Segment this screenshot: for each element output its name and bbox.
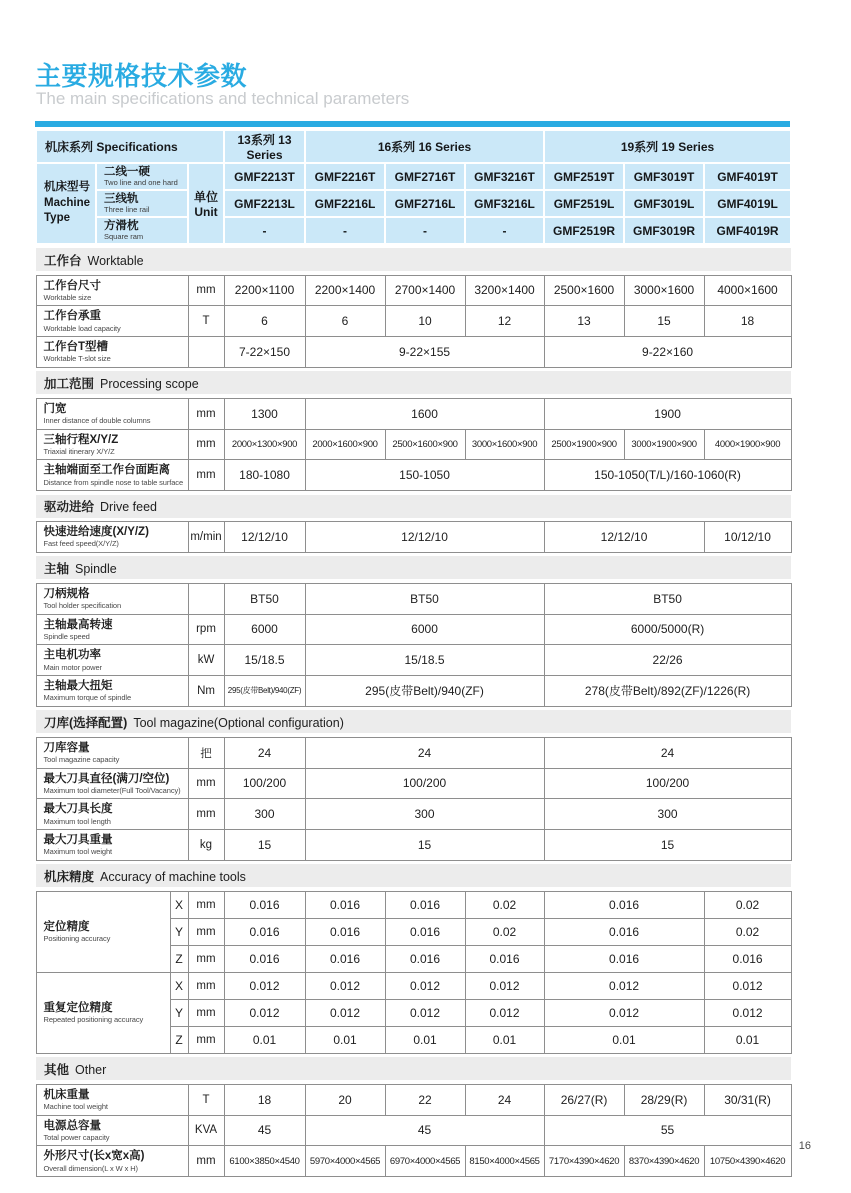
row-machine-weight — [36, 1084, 791, 1115]
value-cell: 0.016 — [465, 945, 544, 972]
axis-cell: X — [170, 972, 188, 999]
value-cell: 6 — [305, 306, 385, 337]
row-label: 工作台尺寸 Worktable size — [36, 275, 188, 306]
model-cell: GMF2213L — [224, 190, 305, 217]
row-tool-holder — [36, 583, 791, 614]
unit-cell: mm — [188, 1146, 224, 1177]
value-cell: 2200×1400 — [305, 275, 385, 306]
value-cell: 2000×1600×900 — [305, 429, 385, 460]
row-label: 最大刀具长度 Maximum tool length — [36, 799, 188, 830]
row-triaxial-itinerary — [36, 429, 791, 460]
row-label: 工作台T型槽 Worktable T-slot size — [36, 337, 188, 368]
unit-cell: 把 — [188, 737, 224, 768]
value-cell: 2000×1300×900 — [224, 429, 305, 460]
value-cell: 0.01 — [305, 1026, 385, 1053]
unit-cell: mm — [188, 275, 224, 306]
unit-cell: kg — [188, 830, 224, 861]
value-cell: 4000×1600 — [704, 275, 791, 306]
unit-cell: mm — [188, 918, 224, 945]
value-cell: 0.01 — [465, 1026, 544, 1053]
value-cell: 0.016 — [305, 891, 385, 918]
model-cell: GMF2519L — [544, 190, 624, 217]
value-cell: 0.01 — [385, 1026, 465, 1053]
value-cell: 24 — [544, 737, 791, 768]
model-cell: - — [465, 217, 544, 244]
type-two-line-one-hard: 二线一硬 Two line and one hard — [96, 163, 188, 190]
value-cell: BT50 — [305, 583, 544, 614]
value-cell: 6000 — [224, 614, 305, 645]
section-header-tool-magazine: 刀库(选择配置) Tool magazine(Optional configuration) — [36, 710, 791, 733]
series-13-header: 13系列 13 Series — [224, 130, 305, 163]
value-cell: 6 — [224, 306, 305, 337]
value-cell: 0.016 — [224, 891, 305, 918]
value-cell: 10/12/10 — [704, 522, 791, 553]
value-cell: 150-1050(T/L)/160-1060(R) — [544, 460, 791, 491]
section-header-accuracy: 机床精度 Accuracy of machine tools — [36, 864, 791, 887]
unit-cell: mm — [188, 460, 224, 491]
row-positioning-accuracy-x — [36, 891, 791, 918]
value-cell: 6000/5000(R) — [544, 614, 791, 645]
unit-cell: mm — [188, 799, 224, 830]
value-cell: 3000×1600×900 — [465, 429, 544, 460]
value-cell: 0.012 — [465, 972, 544, 999]
value-cell: 6000 — [305, 614, 544, 645]
row-magazine-capacity — [36, 737, 791, 768]
page-number: 16 — [798, 1140, 811, 1152]
value-cell: 10750×4390×4620 — [704, 1146, 791, 1177]
value-cell: 0.016 — [385, 945, 465, 972]
value-cell: 12/12/10 — [544, 522, 704, 553]
unit-cell: mm — [188, 429, 224, 460]
value-cell: 1600 — [305, 398, 544, 429]
value-cell: 3000×1600 — [624, 275, 704, 306]
value-cell: 0.016 — [385, 918, 465, 945]
axis-cell: Y — [170, 918, 188, 945]
row-motor-power — [36, 645, 791, 676]
section-header-processing-scope: 加工范围 Processing scope — [36, 371, 791, 394]
value-cell: 300 — [224, 799, 305, 830]
model-cell: GMF4019T — [704, 163, 791, 190]
value-cell: 100/200 — [544, 768, 791, 799]
series-19-header: 19系列 19 Series — [544, 130, 791, 163]
value-cell: 7170×4390×4620 — [544, 1146, 624, 1177]
unit-cell: m/min — [188, 522, 224, 553]
row-label: 刀柄规格 Tool holder specification — [36, 583, 188, 614]
value-cell: 0.012 — [704, 999, 791, 1026]
value-cell: 0.01 — [224, 1026, 305, 1053]
value-cell: 0.012 — [224, 999, 305, 1026]
value-cell: 15 — [544, 830, 791, 861]
model-cell: - — [385, 217, 465, 244]
model-cell: GMF3216T — [465, 163, 544, 190]
row-worktable-load — [36, 306, 791, 337]
value-cell: 26/27(R) — [544, 1084, 624, 1115]
row-label: 电源总容量 Total power capacity — [36, 1115, 188, 1146]
value-cell: 5970×4000×4565 — [305, 1146, 385, 1177]
value-cell: 0.012 — [465, 999, 544, 1026]
model-cell: GMF2716L — [385, 190, 465, 217]
page-title: 主要规格技术参数 — [35, 61, 248, 91]
unit-cell: mm — [188, 972, 224, 999]
model-cell: GMF4019L — [704, 190, 791, 217]
value-cell: 150-1050 — [305, 460, 544, 491]
value-cell: 13 — [544, 306, 624, 337]
row-overall-dimension — [36, 1146, 791, 1177]
value-cell: 55 — [544, 1115, 791, 1146]
row-fast-feed-speed — [36, 522, 791, 553]
model-cell: GMF4019R — [704, 217, 791, 244]
unit-cell: T — [188, 1084, 224, 1115]
unit-cell: Nm — [188, 676, 224, 707]
row-tslot-size — [36, 337, 791, 368]
row-label: 主轴端面至工作台面距离 Distance from spindle nose to table surface — [36, 460, 188, 491]
value-cell: 22/26 — [544, 645, 791, 676]
row-label: 最大刀具重量 Maximum tool weight — [36, 830, 188, 861]
model-cell: GMF3019T — [624, 163, 704, 190]
axis-cell: Y — [170, 999, 188, 1026]
model-cell: GMF2519R — [544, 217, 624, 244]
value-cell: 45 — [224, 1115, 305, 1146]
value-cell: 0.01 — [544, 1026, 704, 1053]
value-cell: 6970×4000×4565 — [385, 1146, 465, 1177]
row-label: 定位精度 Positioning accuracy — [36, 891, 170, 972]
value-cell: 8150×4000×4565 — [465, 1146, 544, 1177]
value-cell: 0.012 — [305, 972, 385, 999]
row-label: 工作台承重 Worktable load capacity — [36, 306, 188, 337]
unit-cell: rpm — [188, 614, 224, 645]
value-cell: 12/12/10 — [224, 522, 305, 553]
value-cell: 15 — [224, 830, 305, 861]
value-cell: 295(皮带Belt)/940(ZF) — [224, 676, 305, 707]
value-cell: 0.016 — [704, 945, 791, 972]
value-cell: 3000×1900×900 — [624, 429, 704, 460]
value-cell: 12/12/10 — [305, 522, 544, 553]
value-cell: 8370×4390×4620 — [624, 1146, 704, 1177]
value-cell: 0.02 — [465, 918, 544, 945]
value-cell: 0.012 — [305, 999, 385, 1026]
row-label: 主电机功率 Main motor power — [36, 645, 188, 676]
value-cell: BT50 — [224, 583, 305, 614]
value-cell: 0.012 — [704, 972, 791, 999]
model-cell: - — [305, 217, 385, 244]
value-cell: 6100×3850×4540 — [224, 1146, 305, 1177]
model-cell: GMF2216T — [305, 163, 385, 190]
value-cell: 10 — [385, 306, 465, 337]
unit-cell: mm — [188, 768, 224, 799]
type-square-ram: 方滑枕 Square ram — [96, 217, 188, 244]
value-cell: 18 — [704, 306, 791, 337]
value-cell: 0.02 — [465, 891, 544, 918]
unit-cell: kW — [188, 645, 224, 676]
row-max-tool-diameter — [36, 768, 791, 799]
value-cell: 180-1080 — [224, 460, 305, 491]
axis-cell: X — [170, 891, 188, 918]
model-cell: - — [224, 217, 305, 244]
row-label: 门宽 Inner distance of double columns — [36, 398, 188, 429]
value-cell: 2500×1600 — [544, 275, 624, 306]
value-cell: 20 — [305, 1084, 385, 1115]
unit-cell: mm — [188, 398, 224, 429]
unit-cell: mm — [188, 891, 224, 918]
row-door-width — [36, 398, 791, 429]
unit-cell: T — [188, 306, 224, 337]
value-cell: 2500×1900×900 — [544, 429, 624, 460]
value-cell: 30/31(R) — [704, 1084, 791, 1115]
row-worktable-size — [36, 275, 791, 306]
value-cell: 45 — [305, 1115, 544, 1146]
value-cell: 0.016 — [544, 891, 704, 918]
row-spindle-nose-distance — [36, 460, 791, 491]
value-cell: 15/18.5 — [224, 645, 305, 676]
value-cell: 0.02 — [704, 918, 791, 945]
value-cell: 24 — [305, 737, 544, 768]
spec-table-wrap — [35, 121, 790, 1177]
model-cell: GMF3019R — [624, 217, 704, 244]
series-16-header: 16系列 16 Series — [305, 130, 544, 163]
unit-cell — [188, 337, 224, 368]
value-cell: 300 — [544, 799, 791, 830]
value-cell: 2500×1600×900 — [385, 429, 465, 460]
row-label: 快速进给速度(X/Y/Z) Fast feed speed(X/Y/Z) — [36, 522, 188, 553]
value-cell: 15 — [305, 830, 544, 861]
model-cell: GMF3019L — [624, 190, 704, 217]
row-max-torque — [36, 676, 791, 707]
unit-header: 单位 Unit — [188, 163, 224, 244]
model-cell: GMF2716T — [385, 163, 465, 190]
value-cell: 18 — [224, 1084, 305, 1115]
model-row-three-line — [36, 190, 791, 217]
value-cell: 0.016 — [305, 945, 385, 972]
value-cell: 0.012 — [385, 999, 465, 1026]
spec-header-cell: 机床系列 Specifications — [36, 130, 224, 163]
value-cell: 0.016 — [224, 945, 305, 972]
model-cell: GMF2213T — [224, 163, 305, 190]
value-cell: 0.016 — [544, 918, 704, 945]
value-cell: 295(皮带Belt)/940(ZF) — [305, 676, 544, 707]
unit-cell — [188, 583, 224, 614]
value-cell: 3200×1400 — [465, 275, 544, 306]
row-label: 三轴行程X/Y/Z Triaxial itinerary X/Y/Z — [36, 429, 188, 460]
row-label: 外形尺寸(长x宽x高) Overall dimension(L x W x H) — [36, 1146, 188, 1177]
series-header-row — [36, 130, 791, 163]
value-cell: 9-22×155 — [305, 337, 544, 368]
unit-cell: mm — [188, 999, 224, 1026]
row-repeat-accuracy-x — [36, 972, 791, 999]
row-max-tool-length — [36, 799, 791, 830]
value-cell: 22 — [385, 1084, 465, 1115]
value-cell: 0.012 — [224, 972, 305, 999]
row-spindle-speed — [36, 614, 791, 645]
axis-cell: Z — [170, 945, 188, 972]
value-cell: 24 — [224, 737, 305, 768]
value-cell: 9-22×160 — [544, 337, 791, 368]
value-cell: 278(皮带Belt)/892(ZF)/1226(R) — [544, 676, 791, 707]
section-header-spindle: 主轴 Spindle — [36, 556, 791, 579]
value-cell: 0.012 — [544, 972, 704, 999]
value-cell: 0.016 — [544, 945, 704, 972]
value-cell: 28/29(R) — [624, 1084, 704, 1115]
value-cell: 100/200 — [224, 768, 305, 799]
axis-cell: Z — [170, 1026, 188, 1053]
row-label: 主轴最高转速 Spindle speed — [36, 614, 188, 645]
row-label: 最大刀具直径(满刀/空位) Maximum tool diameter(Full Tool/Vacancy) — [36, 768, 188, 799]
row-max-tool-weight — [36, 830, 791, 861]
page-subtitle: The main specifications and technical parameters — [36, 89, 410, 108]
section-header-drive-feed: 驱动进给 Drive feed — [36, 495, 791, 518]
row-total-power — [36, 1115, 791, 1146]
value-cell: 1300 — [224, 398, 305, 429]
value-cell: 0.02 — [704, 891, 791, 918]
value-cell: 24 — [465, 1084, 544, 1115]
row-label: 重复定位精度 Repeated positioning accuracy — [36, 972, 170, 1053]
model-cell: GMF2216L — [305, 190, 385, 217]
machine-type-header: 机床型号 Machine Type — [36, 163, 96, 244]
model-row-two-line — [36, 163, 791, 190]
value-cell: 300 — [305, 799, 544, 830]
value-cell: BT50 — [544, 583, 791, 614]
value-cell: 2200×1100 — [224, 275, 305, 306]
model-cell: GMF2519T — [544, 163, 624, 190]
value-cell: 7-22×150 — [224, 337, 305, 368]
row-label: 机床重量 Machine tool weight — [36, 1084, 188, 1115]
value-cell: 100/200 — [305, 768, 544, 799]
value-cell: 0.016 — [224, 918, 305, 945]
type-three-line-rail: 三线轨 Three line rail — [96, 190, 188, 217]
unit-cell: KVA — [188, 1115, 224, 1146]
value-cell: 12 — [465, 306, 544, 337]
spec-table — [35, 129, 792, 1177]
unit-cell: mm — [188, 945, 224, 972]
row-label: 刀库容量 Tool magazine capacity — [36, 737, 188, 768]
value-cell: 15 — [624, 306, 704, 337]
value-cell: 0.016 — [305, 918, 385, 945]
row-label: 主轴最大扭矩 Maximum torque of spindle — [36, 676, 188, 707]
value-cell: 4000×1900×900 — [704, 429, 791, 460]
value-cell: 0.016 — [385, 891, 465, 918]
model-row-square-ram — [36, 217, 791, 244]
value-cell: 0.012 — [544, 999, 704, 1026]
unit-cell: mm — [188, 1026, 224, 1053]
value-cell: 2700×1400 — [385, 275, 465, 306]
value-cell: 1900 — [544, 398, 791, 429]
value-cell: 15/18.5 — [305, 645, 544, 676]
model-cell: GMF3216L — [465, 190, 544, 217]
value-cell: 0.012 — [385, 972, 465, 999]
section-header-worktable: 工作台 Worktable — [36, 248, 791, 271]
value-cell: 0.01 — [704, 1026, 791, 1053]
accent-bar — [35, 121, 790, 127]
section-header-other: 其他 Other — [36, 1057, 791, 1080]
